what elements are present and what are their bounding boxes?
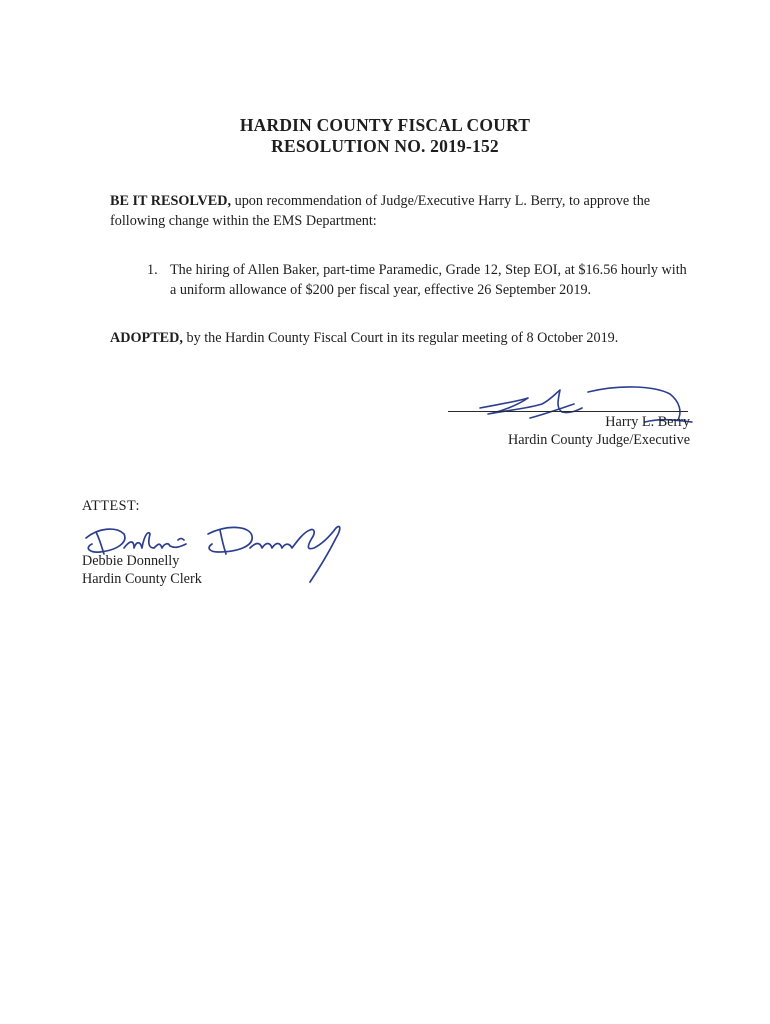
adopted-paragraph [110, 329, 710, 349]
judge-name: Harry L. Berry [605, 414, 690, 430]
clerk-name: Debbie Donnelly [82, 553, 180, 569]
resolved-text: upon recommendation of Judge/Executive Harry L. Berry, to approve the following change within the EMS Department: [110, 193, 651, 229]
clerk-title: Hardin County Clerk [82, 571, 202, 587]
list-item-text: The hiring of Allen Baker, part-time Paramedic, Grade 12, Step EOI, at $16.56 hourly with a uniform allowance of $200 per fiscal year, effective 26 September 2019. [170, 262, 687, 298]
document-heading: HARDIN COUNTY FISCAL COURT [239, 115, 531, 135]
attest-label: ATTEST: [82, 498, 140, 514]
judge-signature-line [448, 411, 688, 412]
adopted-lead: ADOPTED, [110, 330, 183, 346]
resolution-number: RESOLUTION NO. 2019-152 [271, 136, 499, 156]
resolved-paragraph [110, 192, 690, 231]
adopted-text: by the Hardin County Fiscal Court in its regular meeting of 8 October 2019. [182, 330, 619, 346]
resolved-lead: BE IT RESOLVED, [110, 193, 232, 209]
list-item-number: 1. [147, 262, 158, 278]
judge-title: Hardin County Judge/Executive [507, 432, 690, 448]
